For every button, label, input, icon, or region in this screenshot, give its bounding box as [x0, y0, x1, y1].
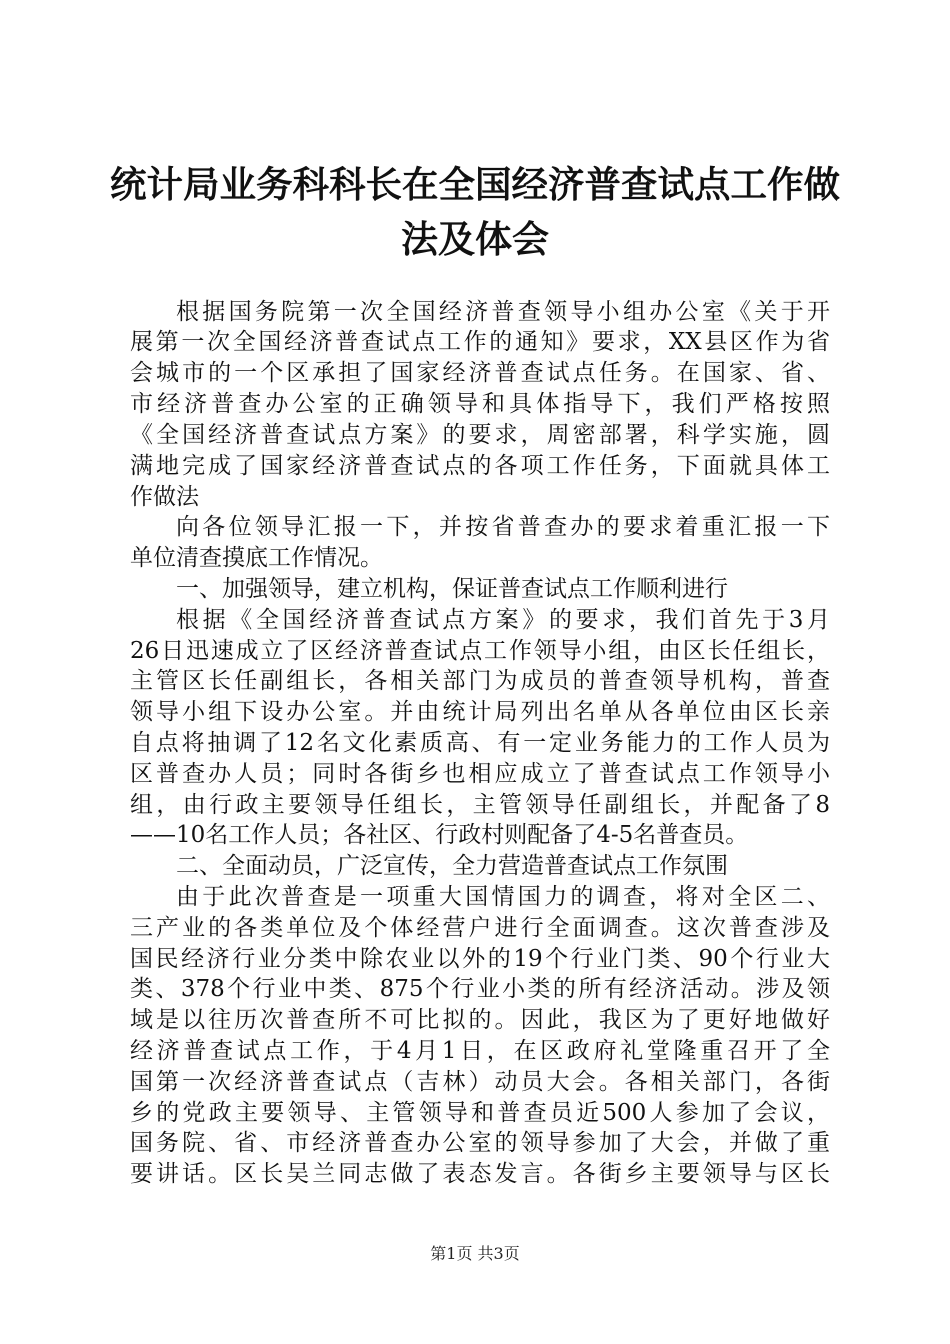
body-line: 26日迅速成立了区经济普查试点工作领导小组，由区长任组长，: [130, 638, 830, 664]
body-line: 乡的党政主要领导、主管领导和普查员近500人参加了会议，: [130, 1100, 830, 1126]
body-line: 满地完成了国家经济普查试点的各项工作任务，下面就具体工: [130, 453, 830, 479]
body-line: 作做法: [130, 484, 199, 510]
body-line: 要讲话。区长吴兰同志做了表态发言。各街乡主要领导与区长: [130, 1161, 830, 1187]
section-heading: 一、加强领导，建立机构，保证普查试点工作顺利进行: [176, 576, 728, 602]
body-line: 根据国务院第一次全国经济普查领导小组办公室《关于开: [176, 299, 830, 325]
body-line: 域是以往历次普查所不可比拟的。因此，我区为了更好地做好: [130, 1007, 830, 1033]
body-line: 领导小组下设办公室。并由统计局列出名单从各单位由区长亲: [130, 699, 830, 725]
body-line: 会城市的一个区承担了国家经济普查试点任务。在国家、省、: [130, 360, 830, 386]
body-line: 展第一次全国经济普查试点工作的通知》要求，XX县区作为省: [130, 329, 830, 355]
body-line: 国第一次经济普查试点（吉林）动员大会。各相关部门，各街: [130, 1069, 830, 1095]
body-line: 自点将抽调了12名文化素质高、有一定业务能力的工作人员为: [130, 730, 830, 756]
body-line: 《全国经济普查试点方案》的要求，周密部署，科学实施，圆: [130, 422, 830, 448]
body-line: 市经济普查办公室的正确领导和具体指导下，我们严格按照: [130, 391, 830, 417]
body-line: 国务院、省、市经济普查办公室的领导参加了大会，并做了重: [130, 1130, 830, 1156]
section-heading: 二、全面动员，广泛宣传，全力营造普查试点工作氛围: [176, 853, 728, 879]
body-line: 根据《全国经济普查试点方案》的要求，我们首先于3月: [176, 607, 830, 633]
body-line: 区普查办人员；同时各街乡也相应成立了普查试点工作领导小: [130, 761, 830, 787]
body-line: 类、378个行业中类、875个行业小类的所有经济活动。涉及领: [130, 976, 830, 1002]
body-line: 国民经济行业分类中除农业以外的19个行业门类、90个行业大: [130, 946, 830, 972]
body-line: 三产业的各类单位及个体经营户进行全面调查。这次普查涉及: [130, 915, 830, 941]
document-title-line-2: 法及体会: [401, 217, 549, 261]
document-title-line-1: 统计局业务科科长在全国经济普查试点工作做: [110, 163, 840, 206]
body-line: ——10名工作人员；各社区、行政村则配备了4-5名普查员。: [130, 822, 749, 848]
body-line: 单位清查摸底工作情况。: [130, 545, 383, 571]
body-line: 主管区长任副组长，各相关部门为成员的普查领导机构，普查: [130, 668, 830, 694]
body-line: 向各位领导汇报一下，并按省普查办的要求着重汇报一下: [176, 514, 830, 540]
body-line: 由于此次普查是一项重大国情国力的调查，将对全区二、: [176, 884, 830, 910]
body-line: 组，由行政主要领导任组长，主管领导任副组长，并配备了8: [130, 792, 830, 818]
page-footer: 第1页 共3页: [430, 1244, 520, 1263]
body-line: 经济普查试点工作，于4月1日，在区政府礼堂隆重召开了全: [130, 1038, 830, 1064]
